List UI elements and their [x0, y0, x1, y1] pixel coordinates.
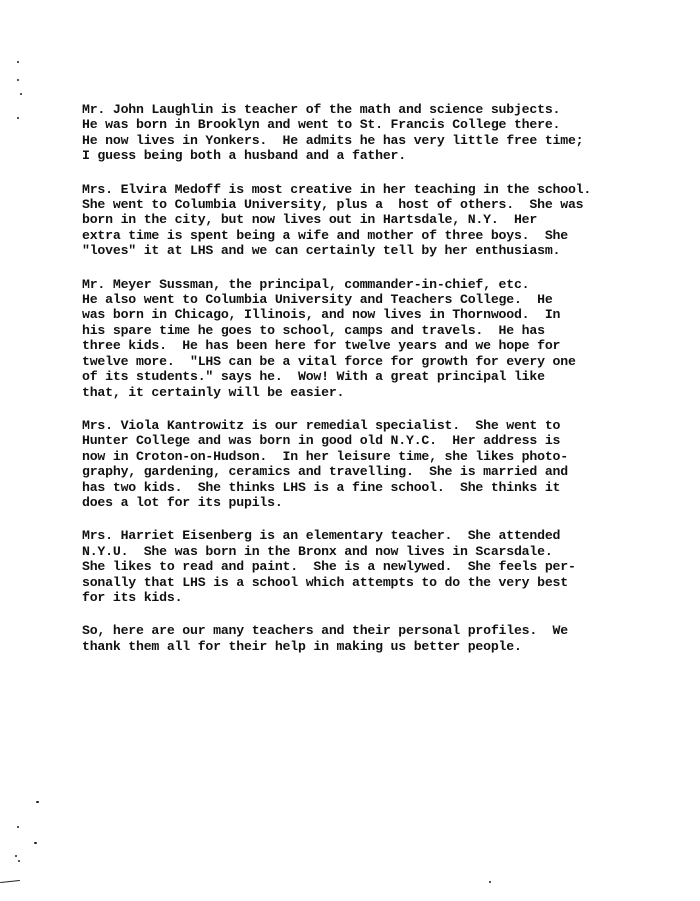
text-line: Mrs. Elvira Medoff is most creative in her teaching in the school. — [82, 181, 592, 197]
scan-speck — [20, 93, 22, 95]
text-line: extra time is spent being a wife and mother of three boys. She — [82, 227, 568, 243]
scan-speck — [0, 880, 20, 883]
paragraph-kantrowitz — [82, 418, 682, 510]
paragraph-closing — [82, 623, 682, 654]
paragraph-laughlin — [82, 102, 682, 164]
scan-speck — [17, 61, 19, 63]
scan-speck — [34, 842, 37, 844]
scan-speck — [489, 881, 491, 883]
text-line: Hunter College and was born in good old N.Y.C. Her address is — [82, 433, 561, 449]
scan-speck — [17, 79, 19, 81]
text-line: born in the city, but now lives out in Hartsdale, N.Y. Her — [82, 212, 538, 228]
text-line: graphy, gardening, ceramics and travelling. She is married and — [82, 464, 568, 480]
text-line: for its kids. — [82, 589, 183, 605]
scan-speck — [17, 117, 19, 119]
text-line: Mrs. Viola Kantrowitz is our remedial specialist. She went to — [82, 417, 561, 433]
paragraph-medoff — [82, 182, 682, 259]
scan-speck — [15, 855, 17, 857]
text-line: that, it certainly will be easier. — [82, 384, 345, 400]
text-line: I guess being both a husband and a father. — [82, 148, 406, 164]
scan-speck — [36, 801, 39, 803]
document-body — [82, 102, 682, 672]
text-line: of its students." says he. Wow! With a great principal like — [82, 369, 545, 385]
text-line: So, here are our many teachers and their personal profiles. We — [82, 623, 568, 639]
text-line: now in Croton-on-Hudson. In her leisure time, she likes photo- — [82, 448, 568, 464]
text-line: He was born in Brooklyn and went to St. Francis College there. — [82, 117, 561, 133]
text-line: sonally that LHS is a school which attempts to do the very best — [82, 574, 568, 590]
text-line: thank them all for their help in making us better people. — [82, 638, 522, 654]
text-line: was born in Chicago, Illinois, and now lives in Thornwood. In — [82, 307, 561, 323]
scan-speck — [17, 826, 19, 828]
text-line: He also went to Columbia University and Teachers College. He — [82, 292, 553, 308]
text-line: Mrs. Harriet Eisenberg is an elementary teacher. She attended — [82, 528, 561, 544]
text-line: three kids. He has been here for twelve years and we hope for — [82, 338, 561, 354]
text-line: "loves" it at LHS and we can certainly tell by her enthusiasm. — [82, 243, 561, 259]
paragraph-sussman — [82, 277, 682, 400]
text-line: She went to Columbia University, plus a host of others. She was — [82, 197, 584, 213]
paragraph-eisenberg — [82, 528, 682, 605]
text-line: She likes to read and paint. She is a newlywed. She feels per- — [82, 559, 576, 575]
text-line: Mr. Meyer Sussman, the principal, commander-in-chief, etc. — [82, 276, 530, 292]
text-line: Mr. John Laughlin is teacher of the math and science subjects. — [82, 102, 561, 117]
text-line: his spare time he goes to school, camps and travels. He has — [82, 322, 545, 338]
scan-speck — [18, 860, 20, 862]
text-line: has two kids. She thinks LHS is a fine school. She thinks it — [82, 479, 561, 495]
text-line: He now lives in Yonkers. He admits he has very little free time; — [82, 132, 584, 148]
text-line: does a lot for its pupils. — [82, 494, 283, 510]
text-line: N.Y.U. She was born in the Bronx and now lives in Scarsdale. — [82, 543, 553, 559]
text-line: twelve more. "LHS can be a vital force for growth for every one — [82, 353, 576, 369]
